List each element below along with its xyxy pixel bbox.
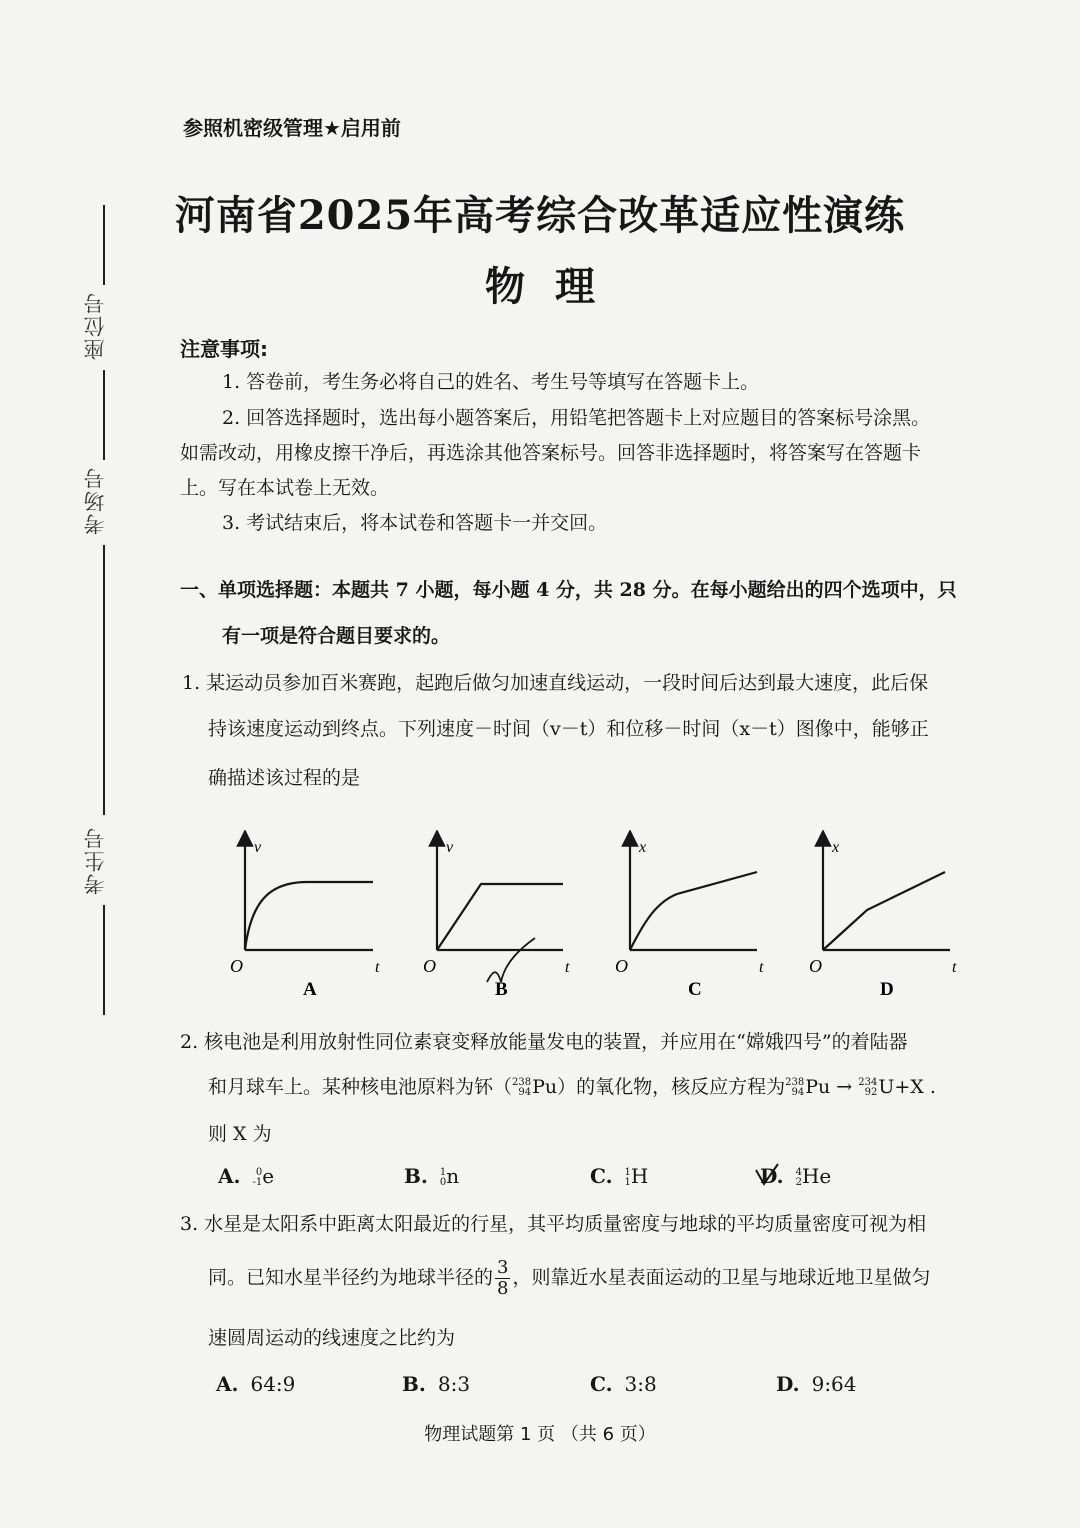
question-3-text: 同。已知水星半径约为地球半径的 $\frac{3}{8}$ ，则靠近水星表面运动的卫星与地球近地卫星做匀 [208,1257,931,1299]
question-3-text: 速圆周运动的线速度之比约为 [208,1327,456,1349]
graph-c-x-label: t [759,959,764,976]
graph-b-origin: O [423,956,436,976]
page-footer: 物理试题第 1 页 （共 6 页） [424,1424,656,1445]
q2-option-a[interactable]: A. 0 -1 e [218,1164,275,1188]
graph-c-curve [630,872,757,950]
graph-a-x-label: t [375,959,380,976]
graph-b-label: B [495,979,508,1000]
graph-a-y-label: v [254,839,262,856]
q3-option-a[interactable]: A. 64:9 [216,1372,296,1396]
fraction-three-eighths: $\frac{3}{8}$ [497,1257,509,1299]
graph-d-x-label: t [952,959,957,976]
q3-option-d[interactable]: D. 9:64 [776,1372,857,1396]
q2-option-b[interactable]: B. 1 0 n [404,1164,460,1188]
section-heading: 一、单项选择题：本题共 7 小题，每小题 4 分，共 28 分。在每小题给出的四个选项中，只 [180,579,957,601]
margin-line [103,370,105,460]
question-1-text: 持该速度运动到终点。下列速度－时间（v－t）和位移－时间（x－t）图像中，能够正 [208,718,929,740]
notice-item-3: 3. 考试结束后，将本试卷和答题卡一并交回。 [222,512,608,534]
notice-item-2-cont: 上。写在本试卷上无效。 [180,477,390,499]
margin-seat-label: 座位号 [83,291,107,360]
graph-d-label: D [880,979,894,1000]
notice-item-1: 1. 答卷前，考生务必将自己的姓名、考生号等填写在答题卡上。 [222,371,760,393]
question-1-text: 1. 某运动员参加百米赛跑，起跑后做匀加速直线运动，一段时间后达到最大速度，此后保 [182,672,929,694]
section-heading-cont: 有一项是符合题目要求的。 [222,625,451,647]
graph-d-y-label: x [832,839,840,856]
nuclide-u: 234 92 [858,1077,878,1098]
graph-a-curve [245,882,373,950]
q3-option-c[interactable]: C. 3:8 [590,1372,657,1396]
graph-b-y-label: v [446,839,454,856]
question-3-text: 3. 水星是太阳系中距离太阳最近的行星，其平均质量密度与地球的平均质量密度可视为相 [180,1213,927,1235]
graph-a [230,838,380,1000]
margin-line [103,905,105,1015]
question-2-text: 2. 核电池是利用放射性同位素衰变释放能量发电的装置，并应用在“嫦娥四号”的着陆器 [180,1031,908,1053]
graph-c-y-label: x [639,839,647,856]
q2-option-d[interactable]: D. 4 2 He [760,1164,832,1188]
margin-student-no-label: 考生号 [83,826,107,895]
notice-item-2: 2. 回答选择题时，选出每小题答案后，用铅笔把答题卡上对应题目的答案标号涂黑。 [222,407,931,429]
graph-b-line [437,884,563,950]
nuclide-pu: 238 94 [512,1077,532,1098]
check-mark-icon [752,1160,796,1190]
graph-c [615,838,764,1000]
secrecy-level: 参照机密级管理★启用前 [183,116,401,140]
question-2-text: 和月球车上。某种核电池原料为钚（ 238 94 Pu）的氧化物，核反应方程为 238 94 Pu → 234 92 U+X . [208,1076,936,1098]
graph-c-origin: O [615,956,628,976]
margin-exam-room-label: 考场号 [83,466,107,535]
question-1-text: 确描述该过程的是 [208,767,361,789]
exam-title: 河南省2025年高考综合改革适应性演练 [174,192,906,239]
notice-title: 注意事项: [180,337,268,361]
q2-option-c[interactable]: C. 1 1 H [590,1164,649,1188]
question-2-text: 则 X 为 [208,1123,272,1145]
q3-option-b[interactable]: B. 8:3 [402,1372,471,1396]
graph-a-origin: O [230,956,243,976]
notice-item-2-cont: 如需改动，用橡皮擦干净后，再选涂其他答案标号。回答非选择题时，将答案写在答题卡 [180,442,922,464]
graph-b [423,838,570,1000]
graph-d-origin: O [809,956,822,976]
subject-title: 物理 [485,263,625,310]
margin-line [103,545,105,815]
question-1-graphs [225,830,1005,1010]
check-mark-icon [487,938,535,982]
graph-d-line [823,872,945,950]
graph-c-label: C [688,979,702,1000]
graph-d [809,838,957,1000]
graph-a-label: A [303,979,317,1000]
graph-b-x-label: t [565,959,570,976]
